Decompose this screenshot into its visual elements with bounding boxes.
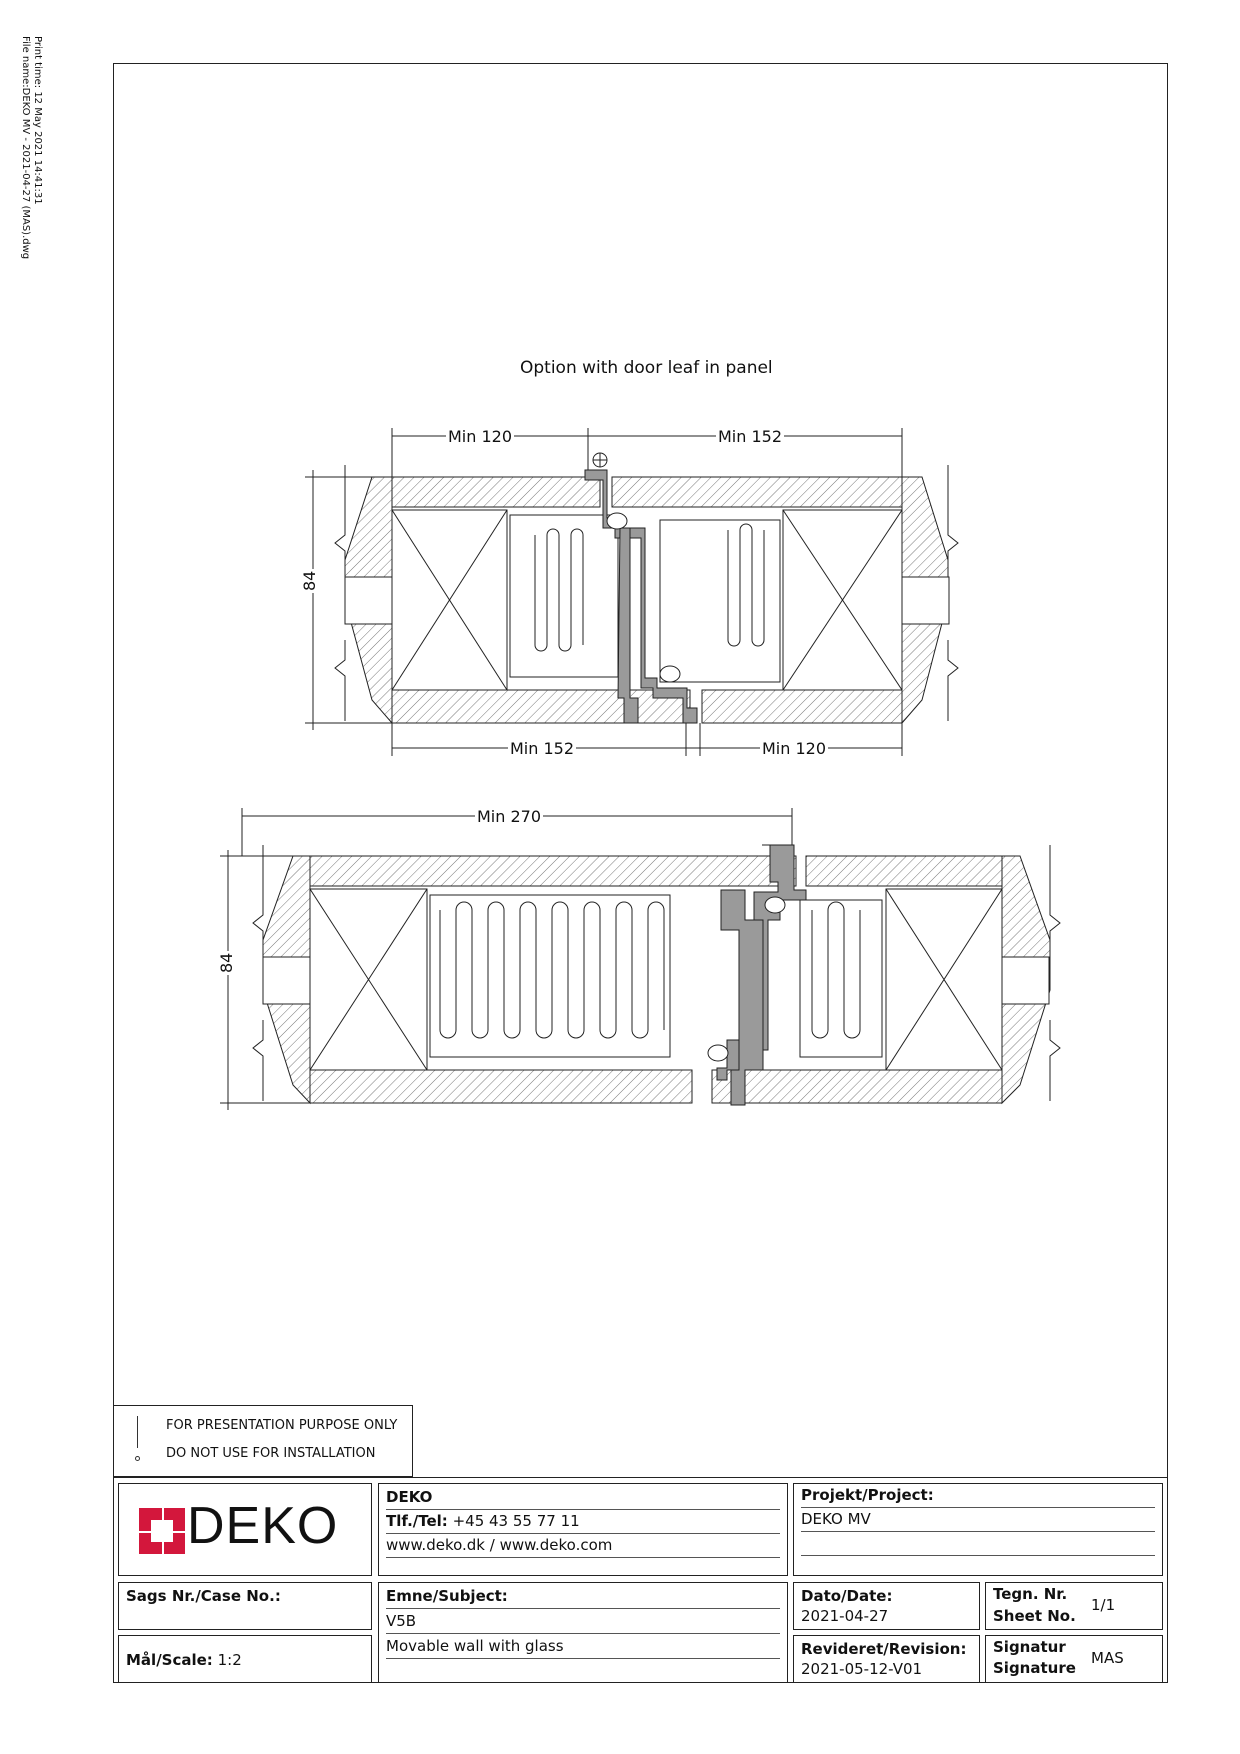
dim-bottom-right: Min 120: [762, 739, 827, 758]
bottom-section-drawing: [220, 808, 1060, 1110]
sheet-label-1: Tegn. Nr.: [993, 1585, 1068, 1603]
scale-cell: [118, 1635, 372, 1683]
subject-line-2: Movable wall with glass: [386, 1635, 780, 1659]
notice-bar: [137, 1416, 138, 1448]
date-label: Dato/Date:: [801, 1587, 893, 1605]
project-blank-line: [801, 1532, 1155, 1556]
subject-cell: [378, 1582, 788, 1683]
sheet-value: 1/1: [1091, 1596, 1116, 1614]
phone-label: Tlf./Tel:: [386, 1512, 448, 1530]
sheet-cell: [985, 1582, 1163, 1630]
dim-top-left: Min 120: [448, 427, 513, 446]
scale-label: Mål/Scale:: [126, 1651, 213, 1669]
case-cell: [118, 1582, 372, 1630]
date-cell: [793, 1582, 980, 1630]
dim-bottom-section-width: Min 270: [477, 807, 542, 826]
company-cell: [378, 1483, 788, 1576]
dim-top-right: Min 152: [718, 427, 783, 446]
phone-value: +45 43 55 77 11: [452, 1512, 580, 1530]
deko-logo-icon: [139, 1508, 185, 1554]
notice-line-1: FOR PRESENTATION PURPOSE ONLY: [166, 1418, 398, 1433]
date-value: 2021-04-27: [801, 1607, 889, 1625]
drawing-caption: Option with door leaf in panel: [520, 358, 773, 378]
presentation-notice: [113, 1405, 413, 1477]
notice-dot: [135, 1456, 140, 1461]
dim-bottom-left: Min 152: [510, 739, 575, 758]
project-label: Projekt/Project:: [801, 1484, 1155, 1508]
case-label: Sags Nr./Case No.:: [126, 1587, 281, 1605]
scale-value: 1:2: [217, 1651, 242, 1669]
dim-height-top: 84: [300, 570, 319, 591]
project-value: DEKO MV: [801, 1508, 1155, 1532]
dim-height-bottom: 84: [217, 952, 236, 973]
website: www.deko.dk / www.deko.com: [386, 1534, 780, 1558]
file-name: File name:DEKO MV - 2021-04-27 (MAS).dwg: [20, 36, 31, 260]
revision-cell: [793, 1635, 980, 1683]
scale-row: [126, 1651, 242, 1669]
signature-value: MAS: [1091, 1649, 1124, 1667]
subject-line-1: V5B: [386, 1610, 780, 1634]
revision-value: 2021-05-12-V01: [801, 1660, 923, 1678]
sheet-label-2: Sheet No.: [993, 1607, 1076, 1625]
signature-label-2: Signature: [993, 1659, 1076, 1677]
print-time: Print time: 12 May 2021 14:41:31: [32, 36, 43, 205]
signature-cell: [985, 1635, 1163, 1683]
subject-label: Emne/Subject:: [386, 1585, 780, 1609]
project-cell: [793, 1483, 1163, 1576]
phone-row: [386, 1510, 780, 1534]
company-name: DEKO: [386, 1486, 780, 1510]
signature-label-1: Signatur: [993, 1638, 1066, 1656]
logo-text: DEKO: [187, 1497, 339, 1555]
logo-cell: [118, 1483, 372, 1576]
top-section-drawing: [305, 428, 958, 756]
notice-line-2: DO NOT USE FOR INSTALLATION: [166, 1446, 376, 1461]
revision-label: Revideret/Revision:: [801, 1640, 967, 1658]
